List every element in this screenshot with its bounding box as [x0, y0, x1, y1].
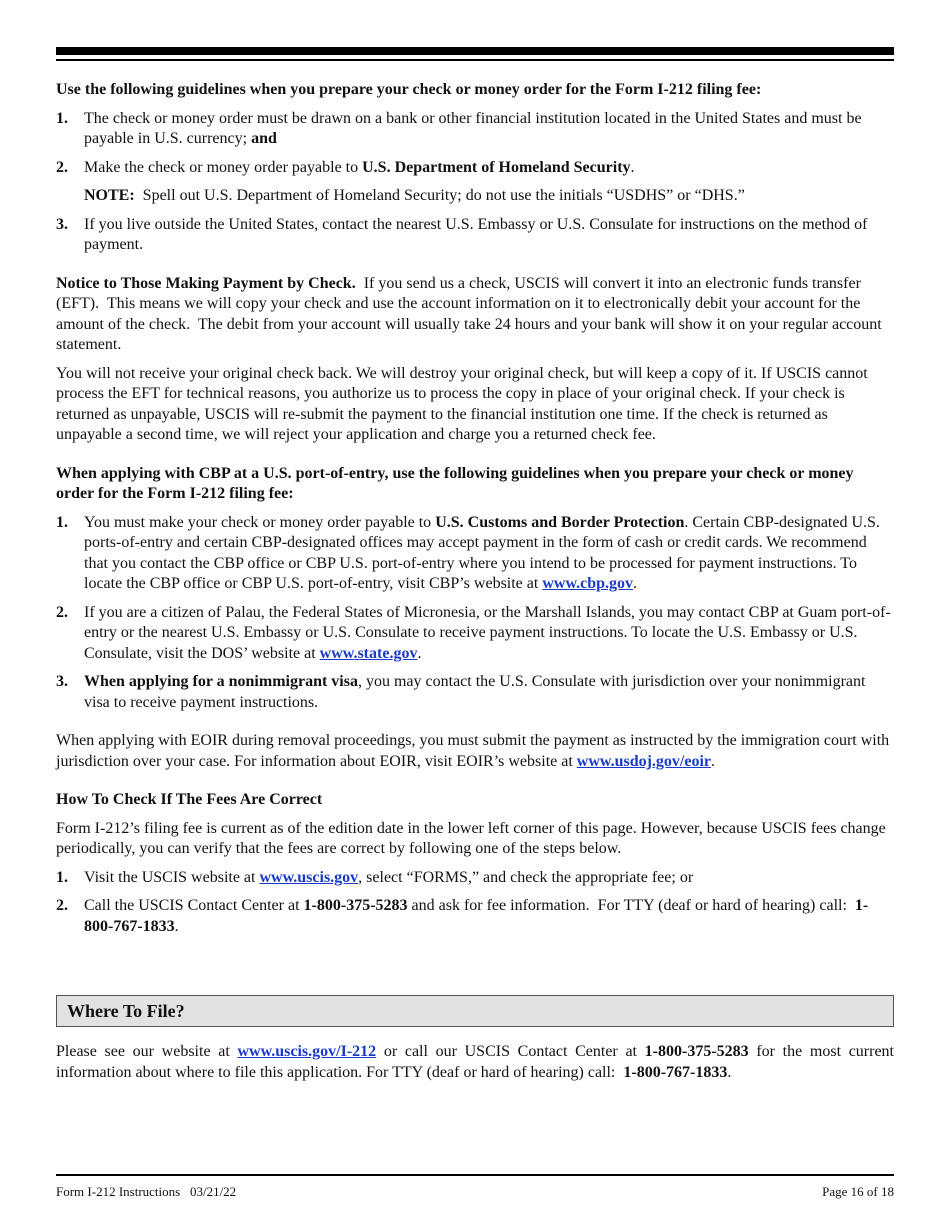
note-label: NOTE: — [84, 187, 135, 204]
eoir-website-link[interactable]: www.usdoj.gov/eoir — [576, 752, 712, 770]
item-number: 3. — [56, 673, 68, 690]
cbp-website-link[interactable]: www.cbp.gov — [542, 575, 634, 592]
uscis-website-link[interactable]: www.uscis.gov — [259, 868, 359, 886]
cbp-heading: When applying with CBP at a U.S. port-of-entry, use the following guidelines when you prepare your check or money order for the Form I-212 filing fee: — [56, 464, 854, 502]
list-item — [56, 868, 894, 889]
contact-phone: 1-800-375-5283 — [303, 897, 408, 914]
guidelines-heading: Use the following guidelines when you prepare your check or money order for the Form I-212 filing fee: — [56, 81, 762, 98]
item-text: You must make your check or money order payable to — [84, 513, 436, 531]
item-number: 2. — [56, 158, 68, 176]
footer-page-number: Page 16 of 18 — [822, 1184, 894, 1199]
list-item — [56, 896, 894, 937]
notice-label: Notice to Those Making Payment by Check. — [56, 274, 356, 292]
item-after: . — [174, 917, 179, 935]
item-text: and ask for fee information. For TTY (deaf or hard of hearing) call: — [407, 897, 855, 914]
list-item — [56, 603, 894, 665]
item-text: The check or money order must be drawn on a bank or other financial institution located in the United States and must be payable in U.S. currency; — [84, 109, 862, 147]
eoir-after: . — [711, 752, 716, 770]
list-item — [56, 215, 894, 256]
item-text: Make the check or money order payable to — [84, 158, 363, 176]
where-to-file-paragraph — [56, 1042, 899, 1083]
item-bold: When applying for a nonimmigrant visa — [84, 673, 358, 690]
tty-phone: 1-800-767-1833 — [84, 897, 869, 935]
item-bold: U.S. Department of Homeland Security — [362, 158, 631, 176]
item-number: 1. — [56, 513, 68, 531]
i212-website-link[interactable]: www.uscis.gov/I-212 — [237, 1043, 377, 1060]
list-item — [56, 158, 894, 179]
item-text: . Certain CBP-designated U.S. ports-of-entry and certain CBP-designated offices may accept payment in the form of cash or credit cards. We recommend that you contact the CBP office or CBP U.S. port-of-entry where you intend to be processed for payment instructions. To locate the CBP office or CBP U.S. port-of-entry, visit CBP’s website at — [84, 513, 880, 592]
footer-rule — [56, 1174, 894, 1176]
footer-form-edition: Form I-212 Instructions 03/21/22 — [56, 1184, 237, 1199]
where-text: or call our USCIS Contact Center at — [376, 1043, 645, 1060]
item-bold: and — [251, 130, 277, 147]
item-text: Call the USCIS Contact Center at — [84, 897, 304, 914]
where-text: Please see our website at — [56, 1043, 238, 1060]
where-after: . — [727, 1063, 732, 1081]
item-after: . — [630, 158, 635, 176]
note — [56, 186, 894, 207]
item-after: . — [633, 575, 638, 592]
eoir-paragraph — [56, 731, 894, 772]
fees-intro: Form I-212’s filing fee is current as of the edition date in the lower left corner of this page. However, because USCIS fees change periodically, you can verify that the fees are correct by following one of the steps below. — [56, 819, 886, 857]
item-number: 2. — [56, 897, 68, 914]
item-bold: U.S. Customs and Border Protection — [435, 513, 685, 531]
item-number: 1. — [56, 868, 68, 886]
notice-text: If you send us a check, USCIS will convert it into an electronic funds transfer (EFT). This means we will copy your check and use the account information on it to electronically debit your account for the amount of the check. The debit from your account will usually take 24 hours and your bank will show it on your regular account statement. — [56, 274, 886, 353]
eoir-text: When applying with EOIR during removal proceedings, you must submit the payment as instructed by the immigration court with jurisdiction over your case. For information about EOIR, visit EOIR’s website at — [56, 732, 890, 770]
notice-paragraph — [56, 274, 894, 356]
item-text: , you may contact the U.S. Consulate with jurisdiction over your nonimmigrant visa to receive payment instructions. — [84, 673, 866, 711]
state-website-link[interactable]: www.state.gov — [319, 644, 418, 662]
item-number: 1. — [56, 109, 68, 127]
document-body — [56, 80, 894, 945]
item-text: Visit the USCIS website at — [84, 868, 260, 886]
item-number: 2. — [56, 603, 68, 621]
item-number: 3. — [56, 215, 68, 233]
header-rule-thin — [56, 59, 894, 61]
item-text: If you live outside the United States, contact the nearest U.S. Embassy or U.S. Consulate for instructions on the method of payment. — [84, 215, 868, 253]
where-text: for the most current information about where to file this application. For TTY (deaf or hard of hearing) call: — [56, 1043, 899, 1081]
header-rule-thick — [56, 47, 894, 55]
note-text: Spell out U.S. Department of Homeland Security; do not use the initials “USDHS” or “DHS.” — [134, 187, 745, 204]
item-after: . — [417, 644, 422, 662]
contact-phone: 1-800-375-5283 — [644, 1043, 749, 1060]
list-item — [56, 109, 894, 150]
fees-heading: How To Check If The Fees Are Correct — [56, 791, 323, 808]
item-text: , select “FORMS,” and check the appropriate fee; or — [358, 868, 694, 886]
where-to-file-header: Where To File? — [56, 995, 894, 1027]
tty-phone: 1-800-767-1833 — [623, 1063, 728, 1081]
list-item — [56, 672, 894, 713]
list-item — [56, 513, 894, 595]
item-text: If you are a citizen of Palau, the Federal States of Micronesia, or the Marshall Islands, you may contact CBP at Guam port-of-entry or the nearest U.S. Embassy or U.S. Consulate to receive payment instructions. To locate the U.S. Embassy or U.S. Consulate, visit the DOS’ website at — [84, 603, 891, 662]
notice-paragraph-2: You will not receive your original check back. We will destroy your original check, but will keep a copy of it. If USCIS cannot process the EFT for technical reasons, you authorize us to process the copy in place of your original check. If your check is returned as unpayable, USCIS will re-submit the payment to the financial institution one time. If the check is returned as unpayable a second time, we will reject your application and charge you a returned check fee. — [56, 364, 868, 443]
